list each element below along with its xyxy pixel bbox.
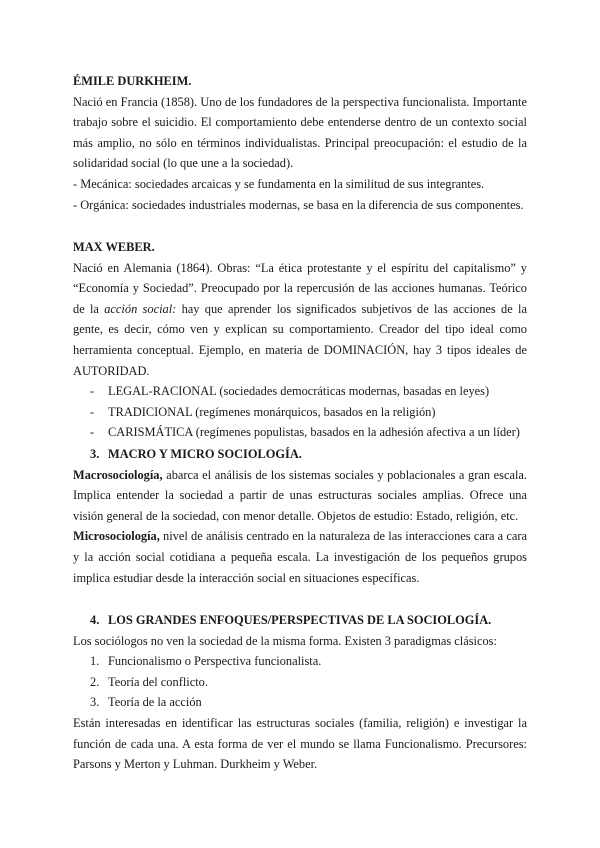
list-item (73, 422, 527, 443)
micro-text: nivel de análisis centrado en la naturaleza de las interacciones cara a cara y la acción social cotidiana a pequeña escala. La investigación de los pequeños grupos implica estudiar desde la interacción social en situaciones específicas. (73, 529, 527, 585)
list-item (73, 672, 527, 693)
section-number: 4. (90, 613, 100, 627)
list-number: 1. (90, 654, 100, 669)
macro-micro-section (73, 444, 527, 588)
durkheim-title: ÉMILE DURKHEIM. (73, 74, 192, 88)
paradigm-label: Teoría de la acción (108, 695, 202, 710)
enfoques-section (73, 610, 527, 775)
durkheim-section (73, 71, 527, 215)
bullet-dash: - (90, 404, 95, 419)
list-item (73, 651, 527, 672)
list-item (73, 692, 527, 713)
macro-paragraph (73, 465, 527, 527)
macro-text: abarca el análisis de los sistemas sociales y poblacionales a gran escala. Implica entender la sociedad a partir de unas estructuras sociales amplias. Ofrece una visión general de la sociedad, con menor detalle. Objetos de estudio: Estado, religión, etc. (73, 467, 527, 523)
weber-accion-social: acción social: (104, 301, 177, 316)
list-item (73, 402, 527, 423)
list-number: 2. (90, 674, 100, 689)
paradigm-label: Teoría del conflicto. (108, 674, 208, 689)
list-number: 3. (90, 695, 100, 710)
durkheim-mecanica: - Mecánica: sociedades arcaicas y se fundamenta en la similitud de sus integrantes. (73, 176, 485, 191)
weber-paragraph-intro: Nació en Alemania (1864). Obras: “La ética protestante y el espíritu del capitalismo” y “Economía y Sociedad”. Preocupado por la repercusión de las acciones humanas. Teórico de la (73, 260, 527, 316)
bullet-dash: - (90, 384, 95, 399)
paradigm-label: Funcionalismo o Perspectiva funcionalista. (108, 654, 322, 669)
weber-title: MAX WEBER. (73, 240, 155, 254)
section-title: MACRO Y MICRO SOCIOLOGÍA. (108, 447, 302, 461)
authority-type-label: LEGAL-RACIONAL (sociedades democráticas modernas, basadas en leyes) (108, 384, 490, 399)
bullet-dash: - (90, 425, 95, 440)
enfoques-closing: Están interesadas en identificar las estructuras sociales (familia, religión) e investigar la función de cada una. A esta forma de ver el mundo se llama Funcionalismo. Precursores: Parsons y Merton y Luhman. Durkheim y Weber. (73, 715, 527, 772)
micro-term: Microsociología, (73, 529, 160, 544)
section-number: 3. (90, 447, 100, 461)
authority-type-label: TRADICIONAL (regímenes monárquicos, basados en la religión) (108, 404, 436, 419)
micro-paragraph (73, 526, 527, 588)
weber-section (73, 237, 527, 443)
weber-paragraph-rest: hay que aprender los significados subjetivos de las acciones de la gente, es decir, cómo ven y explican su comportamiento. Creador del tipo ideal como herramienta conceptual. Ejemplo, en materia de DOMINACIÓN, hay 3 tipos ideales de AUTORIDAD. (73, 301, 527, 378)
enfoques-intro: Los sociólogos no ven la sociedad de la misma forma. Existen 3 paradigmas clásicos: (73, 633, 497, 648)
durkheim-organica: - Orgánica: sociedades industriales modernas, se basa en la diferencia de sus componentes. (73, 197, 524, 212)
authority-type-label: CARISMÁTICA (regímenes populistas, basados en la adhesión afectiva a un líder) (108, 425, 520, 440)
section-title: LOS GRANDES ENFOQUES/PERSPECTIVAS DE LA SOCIOLOGÍA. (108, 613, 492, 627)
authority-types-list (73, 381, 527, 443)
paradigms-list (73, 651, 527, 713)
section-4-heading (73, 610, 527, 631)
durkheim-paragraph: Nació en Francia (1858). Uno de los fundadores de la perspectiva funcionalista. Importante trabajo sobre el suicidio. El comportamiento debe entenderse dentro de un contexto social más amplio, no sólo en términos individualistas. Principal preocupación: el estudio de la solidaridad social (lo que une a la sociedad). (73, 94, 527, 171)
section-3-heading (73, 444, 527, 465)
list-item (73, 381, 527, 402)
macro-term: Macrosociología, (73, 467, 163, 482)
weber-paragraph (73, 258, 527, 382)
